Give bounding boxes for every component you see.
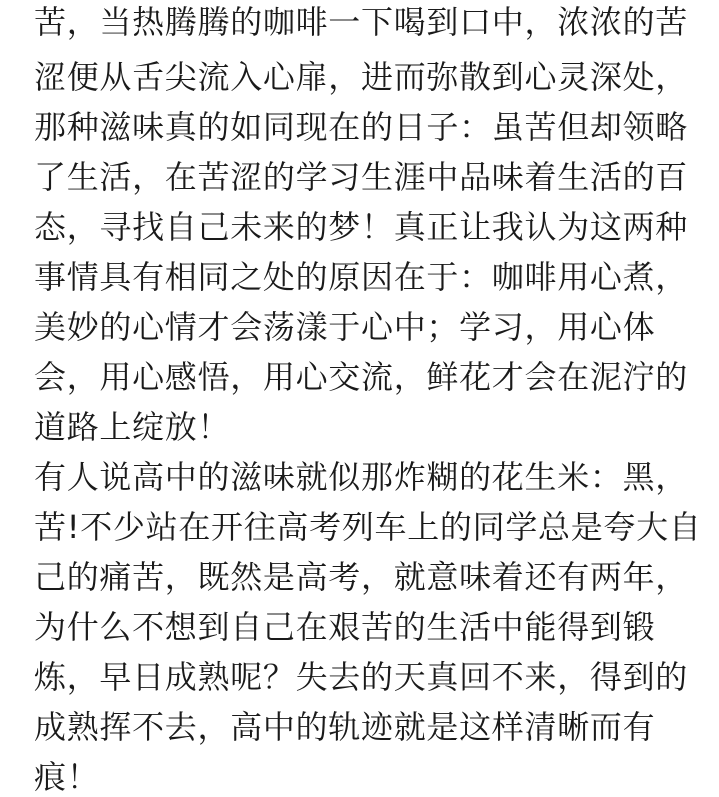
text-line: 痕！ xyxy=(34,758,100,796)
text-line: 炼，早日成熟呢？失去的天真回不来，得到的 xyxy=(34,658,689,696)
text-line: 苦!不少站在开往高考列车上的同学总是夸大自 xyxy=(34,508,702,546)
text-line: 道路上绽放！ xyxy=(34,408,231,446)
text-line: 为什么不想到自己在艰苦的生活中能得到锻 xyxy=(34,608,656,646)
text-line: 成熟挥不去，高中的轨迹就是这样清晰而有 xyxy=(34,708,656,746)
text-line: 态，寻找自己未来的梦！真正让我认为这两种 xyxy=(34,208,689,246)
text-line: 有人说高中的滋味就似那炸糊的花生米：黑， xyxy=(34,458,689,496)
text-line: 涩便从舌尖流入心扉，进而弥散到心灵深处， xyxy=(34,58,689,96)
text-line: 苦，当热腾腾的咖啡一下喝到口中，浓浓的苦 xyxy=(34,3,689,41)
text-line: 美妙的心情才会荡漾于心中；学习，用心体 xyxy=(34,308,656,346)
text-line: 了生活，在苦涩的学习生涯中品味着生活的百 xyxy=(34,158,689,196)
text-line: 己的痛苦，既然是高考，就意味着还有两年， xyxy=(34,558,689,596)
text-line: 会，用心感悟，用心交流，鲜花才会在泥泞的 xyxy=(34,358,689,396)
text-line: 那种滋味真的如同现在的日子：虽苦但却领略 xyxy=(34,108,689,146)
text-line: 事情具有相同之处的原因在于：咖啡用心煮， xyxy=(34,258,689,296)
